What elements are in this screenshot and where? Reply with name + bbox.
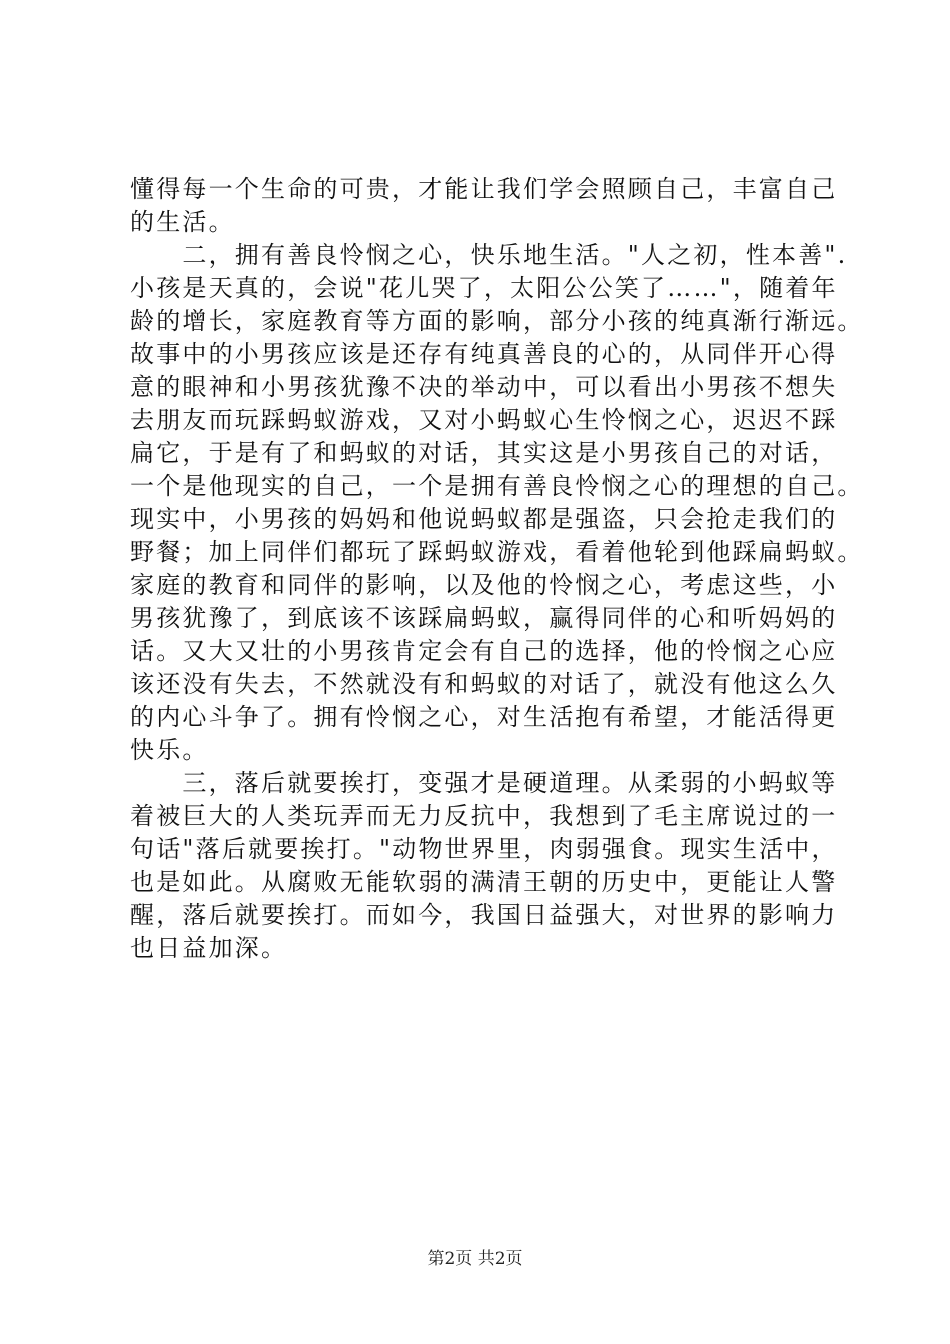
text-line: 也是如此。从腐败无能软弱的满清王朝的历史中，更能让人警: [130, 868, 838, 896]
text-line: 的内心斗争了。拥有怜悯之心，对生活抱有希望，才能活得更: [130, 703, 838, 731]
text-line: 一个是他现实的自己，一个是拥有善良怜悯之心的理想的自己。: [130, 472, 864, 500]
page-number-footer: 第2页 共2页: [427, 1249, 523, 1269]
text-line: 去朋友而玩踩蚂蚁游戏，又对小蚂蚁心生怜悯之心，迟迟不踩: [130, 406, 838, 434]
text-line: 的生活。: [130, 208, 235, 236]
text-line: 家庭的教育和同伴的影响，以及他的怜悯之心，考虑这些，小: [130, 571, 838, 599]
text-line: 扁它，于是有了和蚂蚁的对话，其实这是小男孩自己的对话，: [130, 439, 838, 467]
text-line: 小孩是天真的，会说"花儿哭了，太阳公公笑了……"，随着年: [130, 274, 838, 302]
text-line: 男孩犹豫了，到底该不该踩扁蚂蚁，赢得同伴的心和听妈妈的: [130, 604, 838, 632]
body-text: [130, 173, 864, 965]
text-line: 醒，落后就要挨打。而如今，我国日益强大，对世界的影响力: [130, 901, 838, 929]
text-line: 懂得每一个生命的可贵，才能让我们学会照顾自己，丰富自己: [130, 175, 838, 203]
text-line: 二，拥有善良怜悯之心，快乐地生活。"人之初，性本善".: [130, 241, 848, 269]
text-line: 意的眼神和小男孩犹豫不决的举动中，可以看出小男孩不想失: [130, 373, 838, 401]
text-line: 三，落后就要挨打，变强才是硬道理。从柔弱的小蚂蚁等: [130, 769, 838, 797]
text-line: 野餐；加上同伴们都玩了踩蚂蚁游戏，看着他轮到他踩扁蚂蚁。: [130, 538, 864, 566]
text-line: 故事中的小男孩应该是还存有纯真善良的心的，从同伴开心得: [130, 340, 838, 368]
text-line: 句话"落后就要挨打。"动物世界里，肉弱强食。现实生活中，: [130, 835, 838, 863]
text-line: 现实中，小男孩的妈妈和他说蚂蚁都是强盗，只会抢走我们的: [130, 505, 838, 533]
text-line: 话。又大又壮的小男孩肯定会有自己的选择，他的怜悯之心应: [130, 637, 838, 665]
text-line: 该还没有失去，不然就没有和蚂蚁的对话了，就没有他这么久: [130, 670, 838, 698]
text-line: 快乐。: [130, 736, 209, 764]
text-line: 龄的增长，家庭教育等方面的影响，部分小孩的纯真渐行渐远。: [130, 307, 864, 335]
text-line: 也日益加深。: [130, 934, 288, 962]
text-line: 着被巨大的人类玩弄而无力反抗中，我想到了毛主席说过的一: [130, 802, 838, 830]
